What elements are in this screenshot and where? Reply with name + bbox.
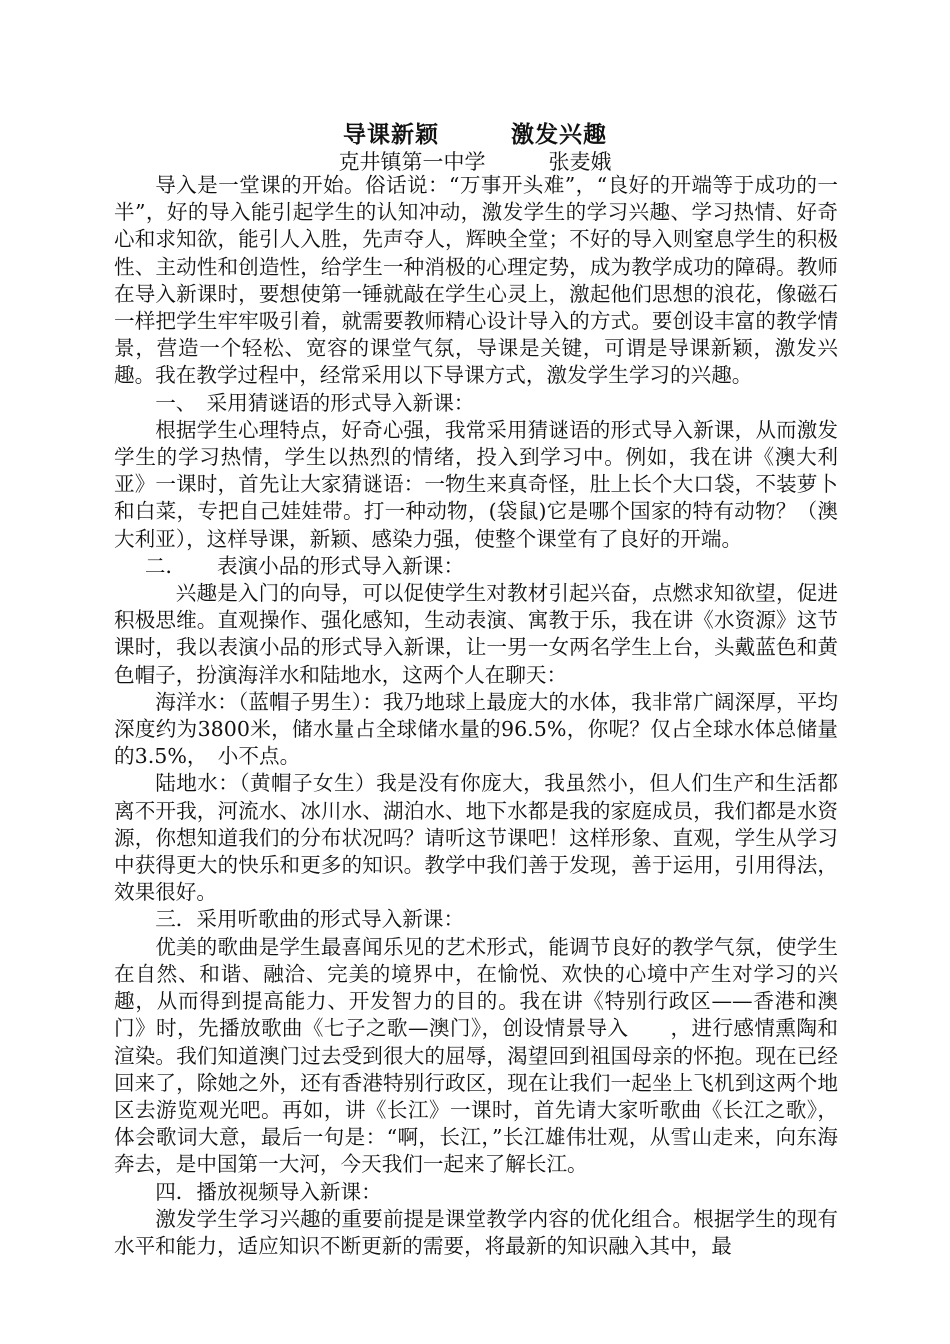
section-paragraph-2: 兴趣是入门的向导，可以促使学生对教材引起兴奋，点燃求知欲望，促进积极思维。直观操作、强化感知，生动表演、寓教于乐，我在讲《水资源》这节课时，我以表演小品的形式导入新课，让一男一女两名学生上台，头戴蓝色和黄色帽子，扮演海洋水和陆地水，这两个人在聊天： <box>114 581 838 687</box>
section-heading-3: 三．采用听歌曲的形式导入新课： <box>155 907 465 932</box>
section-paragraph-3: 优美的歌曲是学生最喜闻乐见的艺术形式，能调节良好的教学气氛，使学生在自然、和谐、融洽、完美的境界中，在愉悦、欢快的心境中产生对学习的兴趣，从而得到提高能力、开发智力的目的。我在讲《特别行政区——香港和澳门》时，先播放歌曲《七子之歌—澳门》，创设情景导入 ，进行感情熏陶和渲染。我们知道澳门过去受到很大的屈辱，渴望回到祖国母亲的怀抱。现在已经回来了，除她之外，还有香港特别行政区，现在让我们一起坐上飞机到这两个地区去游览观光吧。再如，讲《长江》一课时，首先请大家听歌曲《长江之歌》，体会歌词大意，最后一句是：“啊，长江，”长江雄伟壮观，从雪山走来，向东海奔去，是中国第一大河，今天我们一起来了解长江。 <box>114 934 838 1177</box>
dialogue-ocean-water: 海洋水：（蓝帽子男生）：我乃地球上最庞大的水体，我非常广阔深厚，平均深度约为3800米，储水量占全球储水量的96.5%，你呢？仅占全球水体总储量的3.5%， 小不点。 <box>114 689 838 769</box>
dialogue-land-water: 陆地水：（黄帽子女生）我是没有你庞大，我虽然小，但人们生产和生活都离不开我，河流水、冰川水、湖泊水、地下水都是我的家庭成员，我们都是水资源，你想知道我们的分布状况吗？请听这节课吧！这样形象、直观，学生从学习中获得更大的快乐和更多的知识。教学中我们善于发现，善于运用，引用得法，效果很好。 <box>114 771 838 905</box>
section-heading-4: 四．播放视频导入新课： <box>155 1179 382 1204</box>
byline-text: 克井镇第一中学 张麦娥 <box>338 150 612 174</box>
intro-paragraph: 导入是一堂课的开始。俗话说：“万事开头难”，“良好的开端等于成功的一半”，好的导入能引起学生的认知冲动，激发学生的学习兴趣、学习热情、好奇心和求知欲，能引人入胜，先声夺人，辉映全堂；不好的导入则窒息学生的积极性、主动性和创造性，给学生一种消极的心理定势，成为教学成功的障碍。教师在导入新课时，要想使第一锤就敲在学生心灵上，激起他们思想的浪花，像磁石一样把学生牢牢吸引着，就需要教师精心设计导入的方式。要创设丰富的教学情景，营造一个轻松、宽容的课堂气氛，导课是关键，可谓是导课新颖，激发兴趣。我在教学过程中，经常采用以下导课方式，激发学生学习的兴趣。 <box>114 173 838 388</box>
document-title <box>0 118 950 152</box>
document-body <box>114 172 838 1260</box>
title-text: 导课新颖 激发兴趣 <box>343 121 607 148</box>
section-paragraph-1: 根据学生心理特点，好奇心强，我常采用猜谜语的形式导入新课，从而激发学生的学习热情，学生以热烈的情绪，投入到学习中。例如，我在讲《澳大利亚》一课时，首先让大家猜谜语：一物生来真奇怪，肚上长个大口袋，不装萝卜和白菜，专把自己娃娃带。打一种动物，(袋鼠)它是哪个国家的特有动物？（澳大利亚），这样导课，新颖、感染力强，使整个课堂有了良好的开端。 <box>114 417 838 551</box>
section-heading-1: 一、 采用猜谜语的形式导入新课： <box>155 390 475 415</box>
section-paragraph-4: 激发学生学习兴趣的重要前提是课堂教学内容的优化组合。根据学生的现有水平和能力，适应知识不断更新的需要，将最新的知识融入其中，最 <box>114 1206 838 1258</box>
section-heading-2: 二． 表演小品的形式导入新课： <box>144 553 465 578</box>
